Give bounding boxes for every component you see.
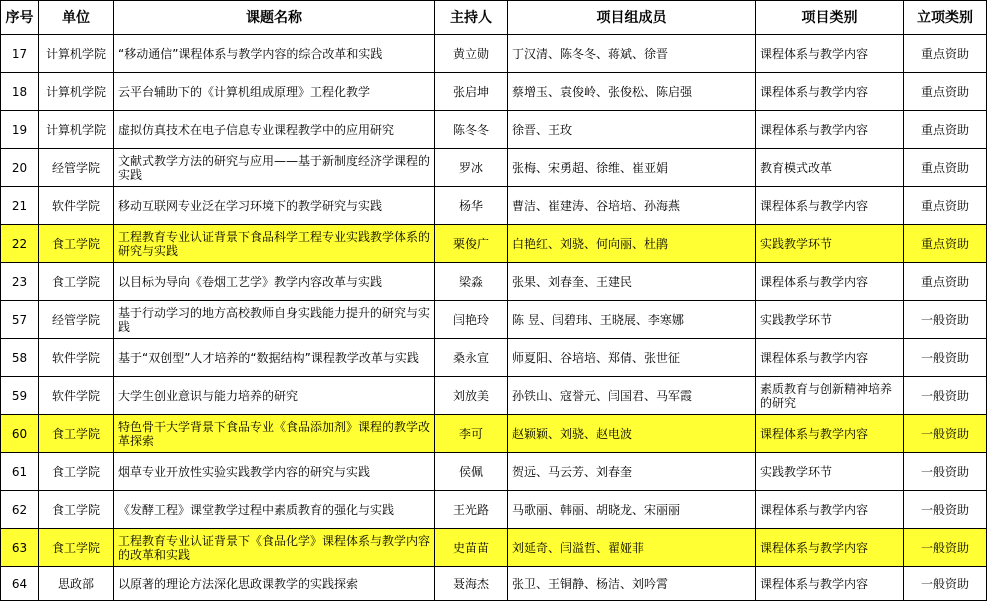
cell-category: 课程体系与教学内容 <box>756 187 904 225</box>
cell-level: 重点资助 <box>904 263 987 301</box>
table-row <box>1 149 987 187</box>
header-level: 立项类别 <box>904 1 987 35</box>
cell-level: 重点资助 <box>904 73 987 111</box>
cell-no: 59 <box>1 377 39 415</box>
table-row <box>1 73 987 111</box>
cell-host: 史苗苗 <box>435 529 508 567</box>
cell-category: 实践教学环节 <box>756 225 904 263</box>
cell-host: 张启坤 <box>435 73 508 111</box>
table-row <box>1 111 987 149</box>
header-unit: 单位 <box>39 1 114 35</box>
cell-unit: 食工学院 <box>39 453 114 491</box>
cell-category: 课程体系与教学内容 <box>756 263 904 301</box>
cell-members: 刘延奇、闫溢哲、翟娅菲 <box>508 529 756 567</box>
table-row <box>1 415 987 453</box>
cell-members: 师夏阳、谷培培、郑倩、张世征 <box>508 339 756 377</box>
header-title: 课题名称 <box>114 1 435 35</box>
cell-members: 白艳红、刘骁、何向丽、杜鹃 <box>508 225 756 263</box>
cell-host: 梁淼 <box>435 263 508 301</box>
cell-no: 62 <box>1 491 39 529</box>
cell-title: 文献式教学方法的研究与应用——基于新制度经济学课程的实践 <box>114 149 435 187</box>
cell-level: 一般资助 <box>904 377 987 415</box>
cell-category: 实践教学环节 <box>756 301 904 339</box>
table-row <box>1 339 987 377</box>
cell-level: 重点资助 <box>904 111 987 149</box>
cell-category: 课程体系与教学内容 <box>756 567 904 601</box>
table-row <box>1 377 987 415</box>
cell-unit: 食工学院 <box>39 415 114 453</box>
cell-unit: 计算机学院 <box>39 35 114 73</box>
cell-category: 实践教学环节 <box>756 453 904 491</box>
cell-unit: 计算机学院 <box>39 111 114 149</box>
cell-category: 课程体系与教学内容 <box>756 73 904 111</box>
cell-category: 素质教育与创新精神培养的研究 <box>756 377 904 415</box>
cell-host: 罗冰 <box>435 149 508 187</box>
cell-members: 赵颖颖、刘骁、赵电波 <box>508 415 756 453</box>
cell-title: 以目标为导向《卷烟工艺学》教学内容改革与实践 <box>114 263 435 301</box>
cell-level: 一般资助 <box>904 491 987 529</box>
cell-title: 特色骨干大学背景下食品专业《食品添加剂》课程的教学改革探索 <box>114 415 435 453</box>
cell-title: 移动互联网专业泛在学习环境下的教学研究与实践 <box>114 187 435 225</box>
cell-unit: 软件学院 <box>39 187 114 225</box>
cell-title: 以原著的理论方法深化思政课教学的实践探索 <box>114 567 435 601</box>
cell-unit: 食工学院 <box>39 491 114 529</box>
table-row <box>1 567 987 601</box>
cell-no: 19 <box>1 111 39 149</box>
cell-title: 基于“双创型”人才培养的“数据结构”课程教学改革与实践 <box>114 339 435 377</box>
table-row <box>1 453 987 491</box>
cell-no: 57 <box>1 301 39 339</box>
cell-category: 课程体系与教学内容 <box>756 529 904 567</box>
cell-host: 刘放美 <box>435 377 508 415</box>
table-row <box>1 225 987 263</box>
cell-members: 徐晋、王玫 <box>508 111 756 149</box>
cell-title: 工程教育专业认证背景下《食品化学》课程体系与教学内容的改革和实践 <box>114 529 435 567</box>
cell-level: 一般资助 <box>904 301 987 339</box>
cell-host: 李可 <box>435 415 508 453</box>
cell-category: 课程体系与教学内容 <box>756 35 904 73</box>
cell-no: 23 <box>1 263 39 301</box>
cell-members: 贺远、马云芳、刘春奎 <box>508 453 756 491</box>
cell-level: 重点资助 <box>904 35 987 73</box>
cell-no: 17 <box>1 35 39 73</box>
cell-level: 一般资助 <box>904 567 987 601</box>
cell-unit: 经管学院 <box>39 149 114 187</box>
cell-no: 22 <box>1 225 39 263</box>
cell-host: 桑永宣 <box>435 339 508 377</box>
cell-members: 张卫、王铜静、杨洁、刘吟霄 <box>508 567 756 601</box>
cell-title: 大学生创业意识与能力培养的研究 <box>114 377 435 415</box>
cell-no: 21 <box>1 187 39 225</box>
cell-title: 烟草专业开放性实验实践教学内容的研究与实践 <box>114 453 435 491</box>
cell-no: 18 <box>1 73 39 111</box>
header-no: 序号 <box>1 1 39 35</box>
cell-level: 一般资助 <box>904 339 987 377</box>
cell-title: 《发酵工程》课堂教学过程中素质教育的强化与实践 <box>114 491 435 529</box>
cell-no: 61 <box>1 453 39 491</box>
cell-category: 教育模式改革 <box>756 149 904 187</box>
cell-host: 杨华 <box>435 187 508 225</box>
cell-unit: 软件学院 <box>39 377 114 415</box>
cell-unit: 计算机学院 <box>39 73 114 111</box>
header-category: 项目类别 <box>756 1 904 35</box>
cell-category: 课程体系与教学内容 <box>756 111 904 149</box>
cell-category: 课程体系与教学内容 <box>756 415 904 453</box>
cell-category: 课程体系与教学内容 <box>756 339 904 377</box>
cell-no: 64 <box>1 567 39 601</box>
cell-no: 63 <box>1 529 39 567</box>
cell-members: 张果、刘春奎、王建民 <box>508 263 756 301</box>
cell-level: 一般资助 <box>904 415 987 453</box>
table-row <box>1 187 987 225</box>
cell-unit: 软件学院 <box>39 339 114 377</box>
cell-members: 丁汉清、陈冬冬、蒋斌、徐晋 <box>508 35 756 73</box>
cell-host: 闫艳玲 <box>435 301 508 339</box>
cell-no: 20 <box>1 149 39 187</box>
header-members: 项目组成员 <box>508 1 756 35</box>
cell-members: 孙铁山、寇誉元、闫国君、马军霞 <box>508 377 756 415</box>
cell-category: 课程体系与教学内容 <box>756 491 904 529</box>
header-host: 主持人 <box>435 1 508 35</box>
cell-title: 虚拟仿真技术在电子信息专业课程教学中的应用研究 <box>114 111 435 149</box>
cell-level: 重点资助 <box>904 149 987 187</box>
cell-host: 栗俊广 <box>435 225 508 263</box>
cell-members: 张梅、宋勇超、徐维、崔亚娟 <box>508 149 756 187</box>
cell-level: 重点资助 <box>904 187 987 225</box>
cell-members: 蔡增玉、袁俊岭、张俊松、陈启强 <box>508 73 756 111</box>
cell-members: 陈 昱、闫碧玮、王晓展、李寒娜 <box>508 301 756 339</box>
cell-title: “移动通信”课程体系与教学内容的综合改革和实践 <box>114 35 435 73</box>
cell-unit: 食工学院 <box>39 263 114 301</box>
cell-level: 一般资助 <box>904 529 987 567</box>
cell-title: 基于行动学习的地方高校教师自身实践能力提升的研究与实践 <box>114 301 435 339</box>
cell-members: 曹洁、崔建涛、谷培培、孙海燕 <box>508 187 756 225</box>
cell-unit: 经管学院 <box>39 301 114 339</box>
table-row <box>1 301 987 339</box>
cell-no: 58 <box>1 339 39 377</box>
cell-level: 一般资助 <box>904 453 987 491</box>
table-row <box>1 263 987 301</box>
cell-unit: 思政部 <box>39 567 114 601</box>
cell-members: 马歌丽、韩丽、胡晓龙、宋丽丽 <box>508 491 756 529</box>
cell-unit: 食工学院 <box>39 225 114 263</box>
table-row <box>1 491 987 529</box>
header-row <box>1 1 987 35</box>
table-row <box>1 529 987 567</box>
table-row <box>1 35 987 73</box>
cell-no: 60 <box>1 415 39 453</box>
cell-host: 王光路 <box>435 491 508 529</box>
cell-level: 重点资助 <box>904 225 987 263</box>
cell-host: 侯佩 <box>435 453 508 491</box>
cell-host: 聂海杰 <box>435 567 508 601</box>
cell-title: 工程教育专业认证背景下食品科学工程专业实践教学体系的研究与实践 <box>114 225 435 263</box>
cell-unit: 食工学院 <box>39 529 114 567</box>
cell-host: 陈冬冬 <box>435 111 508 149</box>
cell-title: 云平台辅助下的《计算机组成原理》工程化教学 <box>114 73 435 111</box>
cell-host: 黄立勋 <box>435 35 508 73</box>
